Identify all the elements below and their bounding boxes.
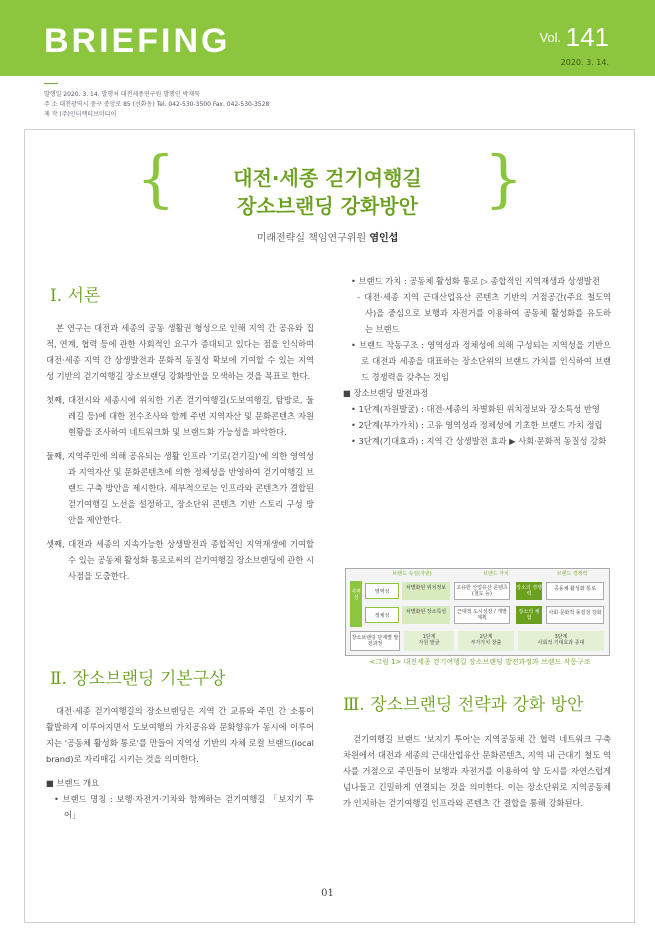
diagram-row-1-a: 차별화된 위치정보 bbox=[402, 582, 450, 600]
subheading: ■ 장소브랜딩 발전과정 bbox=[343, 388, 429, 398]
section-2-heading: Ⅱ. 장소브랜딩 기본구상 bbox=[50, 669, 226, 689]
volume-label: Vol. bbox=[539, 30, 562, 45]
section-1-body bbox=[46, 320, 314, 584]
diagram-header-b: 브랜드 가치 bbox=[483, 571, 509, 577]
author-affiliation: 미래전략실 책임연구위원 bbox=[256, 233, 367, 244]
diagram-foot-1-sub: 자원 발굴 bbox=[418, 640, 440, 646]
brand-logo: BRIEFING bbox=[44, 22, 231, 60]
author-name: 염인섭 bbox=[369, 233, 399, 244]
bullet-item: • 브랜드 작동구조 : 영역성과 정체성에 의해 구성되는 지역성을 기반으로 대전과 세종을 대표하는 장소단위의 브랜드 가치를 인식하여 브랜드 경쟁력을 갖추는 것임 bbox=[351, 340, 611, 382]
diagram-foot-1 bbox=[404, 631, 454, 651]
right-brace: } bbox=[484, 142, 524, 215]
diagram-row-2-label: 정체성 bbox=[365, 607, 399, 623]
diagram-foot-3-title: 3단계 bbox=[554, 634, 568, 640]
paragraph: 첫째, 대전시와 세종시에 위치한 기존 걷기여행길(도보여행길, 탐방로, 둘레길 등)에 대한 전수조사와 함께 주변 지역자산 및 문화콘텐츠 자원 현황을 조사하여 네트워크화 및 브랜드화 가능성을 파악한다. bbox=[46, 395, 314, 437]
diagram-header-a: 브랜드 속성(자원) bbox=[392, 571, 432, 577]
diagram-row-1-label: 영역성 bbox=[365, 583, 399, 599]
right-column-body bbox=[343, 273, 611, 449]
paragraph: 셋째, 대전과 세종의 지속가능한 상생발전과 종합적인 지역재생에 기여할 수 있는 공동체 활성화 통로로써의 걷기여행길 장소브랜딩에 관한 시사점을 도출한다. bbox=[46, 539, 314, 581]
paragraph: 걷기여행길 브랜드 '보지기 투어'는 지역공동체 간 협력 네트워크 구축 차원에서 대전과 세종의 근대산업유산 문화콘텐츠, 지역 내 근대기 철도 역사를 거점으로 주민들이 보행과 자전거를 이용하여 양 도시를 자연스럽게 넘나들고 긴밀하게 연결되는 것을 의미한다. 이는 장소단위로 지역공동체가 인지하는 걷기여행길 인프라와 콘텐츠 간 결합을 통해 강화된다. bbox=[343, 734, 611, 808]
meta-address: 주 소 대전광역시 중구 중앙로 85 (선화동) Tel. 042-530-3500 Fax. 042-530-3528 bbox=[44, 101, 270, 108]
section-2-body bbox=[46, 703, 314, 823]
header-banner bbox=[0, 0, 655, 76]
bullet-item: • 브랜드 가치 : 공동체 활성화 통로 ▷ 종합적인 지역재생과 상생발전 bbox=[351, 276, 600, 286]
title-line-1: 대전·세종 걷기여행길 bbox=[233, 166, 422, 190]
meta-production: 제 작 (주)인터랙티브미디어 bbox=[44, 111, 117, 118]
diagram-row-2-a: 차별화된 장소특성 bbox=[402, 606, 450, 624]
bullet-subitem: - 대전·세종 지역 근대산업유산 콘텐츠 기반의 거점공간(주요 철도역사)을 중심으로 보행과 자전거를 이용하여 공동체 활성화를 유도하는 브랜드 bbox=[357, 292, 611, 334]
bullet-item: • 3단계(기대효과) : 지역 간 상생발전 효과 ▶ 사회·문화적 동질성 강화 bbox=[351, 436, 607, 446]
paragraph: 대전·세종 걷기여행길의 장소브랜딩은 지역 간 교류와 주민 간 소통이 활발하게 이루어지면서 도보여행의 가치공유와 문화향유가 동시에 이루어지는 '공동체 활성화 통로'를 만들어 지역성 기반의 자체 로컬 브랜드(local brand)로 자리매김 시키는 것을 의미한다. bbox=[46, 706, 314, 764]
meta-divider bbox=[44, 83, 58, 84]
diagram-foot-2-title: 2단계 bbox=[479, 634, 493, 640]
diagram-foot-2 bbox=[458, 631, 514, 651]
section-3-body bbox=[343, 731, 611, 811]
diagram-row-1-b: 고유한 산업유산 콘텐츠(철도 등) bbox=[454, 582, 510, 600]
paragraph: 본 연구는 대전과 세종의 공동 생활권 형성으로 인해 지역 간 공유와 집적, 연계, 협력 등에 관한 사회적인 요구가 증대되고 있다는 점을 인식하여 대전·세종 지역 간 상생발전과 문화적 동질성 확보에 기여할 수 있는 지역성 기반의 걷기여행길 장소브랜딩 강화방안을 모색하는 것을 목표로 한다. bbox=[46, 323, 314, 381]
branding-diagram bbox=[345, 568, 610, 656]
diagram-foot-3 bbox=[518, 631, 604, 651]
diagram-side-label: 지역성 bbox=[350, 581, 362, 627]
paragraph: 둘째, 지역주민에 의해 공유되는 생활 인프라 '기로(걷기길)'에 의한 영역성과 지역자산 및 문화콘텐츠에 의한 정체성을 반영하여 걷기여행길 브랜드 구축 방안을 제시한다. 세부적으로는 인프라와 콘텐츠가 결합된 걷기여행길 노선을 설정하고, 장소단위 콘텐츠 기반 스토리 구성 방안을 제안한다. bbox=[46, 451, 314, 525]
diagram-row-2-b: 근대적 도시성장 / 개발계획 bbox=[454, 606, 510, 624]
page-number: 01 bbox=[321, 888, 334, 899]
diagram-c2-result: 사회·문화적 동질성 강화 bbox=[546, 606, 604, 624]
diagram-header-c: 브랜드 경쟁력 bbox=[556, 571, 588, 577]
section-1-heading: Ⅰ. 서론 bbox=[50, 286, 101, 306]
diagram-c1-result: 공동체 활성화 통로 bbox=[546, 582, 604, 600]
diagram-foot-1-title: 1단계 bbox=[422, 634, 436, 640]
diagram-c1: 장소의 경쟁력 bbox=[516, 582, 542, 600]
diagram-foot-0: 장소브랜딩 단계별 발전과정 bbox=[350, 631, 400, 651]
title-line-2: 장소브랜딩 강화방안 bbox=[237, 194, 418, 218]
volume-number bbox=[539, 22, 609, 53]
bullet-item: • 2단계(부가가치) : 고유 영역성과 정체성에 기초한 브랜드 가치 정립 bbox=[351, 420, 603, 430]
figure-caption: <그림 1> 대전세종 걷기여행길 장소브랜딩 발전과정과 브랜드 작동구조 bbox=[369, 658, 591, 666]
volume-value: 141 bbox=[565, 22, 609, 52]
author-line bbox=[0, 229, 655, 244]
diagram-c2: 장소의 체 험 bbox=[516, 606, 542, 624]
diagram-foot-2-sub: 부가가치 창출 bbox=[470, 640, 502, 646]
bullet-item: • 브랜드 명칭 : 보행·자전거·기차와 함께하는 걷기여행길 「보지기 투어」 bbox=[54, 794, 314, 820]
subheading: ■ 브랜드 개요 bbox=[46, 778, 100, 788]
diagram-foot-3-sub: 사회적 기대효과 증대 bbox=[537, 640, 585, 646]
issue-date: 2020. 3. 14. bbox=[560, 58, 609, 67]
left-brace: { bbox=[136, 142, 176, 215]
bullet-item: • 1단계(자원발굴) : 대전·세종의 차별화된 위치정보와 장소특성 반영 bbox=[351, 404, 600, 414]
section-3-heading: Ⅲ. 장소브랜딩 전략과 강화 방안 bbox=[343, 695, 584, 715]
meta-publish: 발행일 2020. 3. 14. 발행처 대전세종연구원 발행인 박재묵 bbox=[44, 91, 200, 98]
